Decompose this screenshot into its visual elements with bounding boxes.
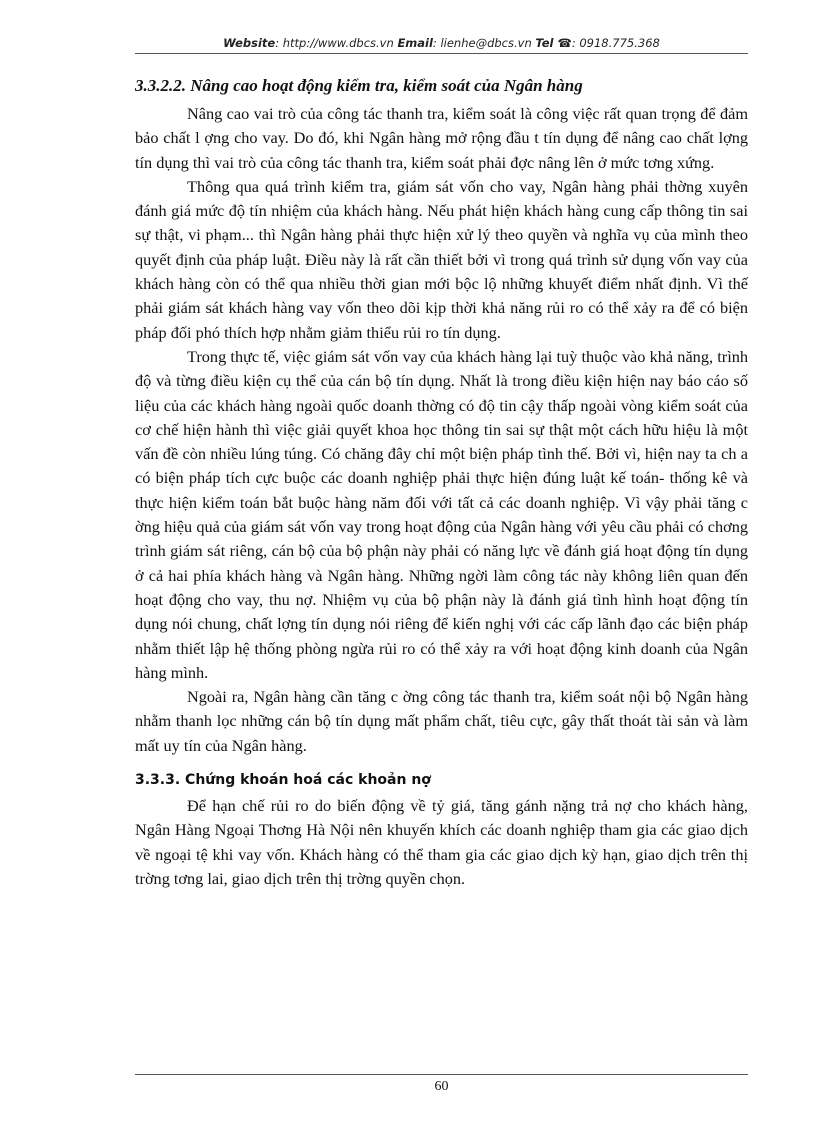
- paragraph: Thông qua quá trình kiểm tra, giám sát vốn cho vay, Ngân hàng phải thờng xuyên đánh giá mức độ tín nhiệm của khách hàng. Nếu phát hiện khách hàng cung cấp thông tin sai sự thật, vi phạm... thì Ngân hàng phải thực hiện xử lý theo quyền và nghĩa vụ của mình theo quyết định của pháp luật. Điều này là rất cần thiết bởi vì trong quá trình sử dụng vốn vay của khách hàng còn có thể qua nhiều thời gian mới bộc lộ những khuyết điểm nhất định. Vì thế phải giám sát khách hàng vay vốn theo dõi kịp thời khả năng rủi ro có thể xảy ra để có biện pháp đối phó thích hợp nhằm giảm thiểu rủi ro tín dụng.: [135, 176, 748, 342]
- website-label: Website: [223, 36, 276, 50]
- page-header: [135, 36, 748, 54]
- paragraph: Để hạn chế rủi ro do biến động về tỷ giá, tăng gánh nặng trả nợ cho khách hàng, Ngân Hàng Ngoại Thơng Hà Nội nên khuyến khích các doanh nghiệp tham gia các giao dịch về ngoại tệ khi vay vốn. Khách hàng có thể tham gia các giao dịch kỳ hạn, giao dịch trên thị trờng tơng lai, giao dịch trên thị trờng quyền chọn.: [135, 796, 748, 888]
- tel-value: : 0918.775.368: [571, 36, 660, 50]
- email-label: Email: [397, 36, 433, 50]
- page-content: [135, 72, 748, 891]
- paragraph: Ngoài ra, Ngân hàng cần tăng c ờng công tác thanh tra, kiểm soát nội bộ Ngân hàng nhằm thanh lọc những cán bộ tín dụng mất phẩm chất, tiêu cực, gây thất thoát tài sản và làm mất uy tín của Ngân hàng.: [135, 687, 748, 755]
- paragraph: Nâng cao vai trò của công tác thanh tra, kiểm soát là công việc rất quan trọng để đảm bảo chất l ợng cho vay. Do đó, khi Ngân hàng mở rộng đầu t tín dụng để nâng cao chất lợng tín dụng thì vai trò của công tác thanh tra, kiểm soát phải đợc nâng lên ở mức tơng xứng.: [135, 104, 748, 172]
- paragraph: Trong thực tế, việc giám sát vốn vay của khách hàng lại tuỳ thuộc vào khả năng, trình độ và từng điều kiện cụ thể của cán bộ tín dụng. Nhất là trong điều kiện hiện nay báo cáo số liệu của các khách hàng ngoài quốc doanh thờng có độ tin cậy thấp ngoài vòng kiểm soát của cơ chế hiện hành thì việc giải quyết khoa học thông tin sai sự thật một cách hữu hiệu là một vấn đề còn nhiều lúng túng. Có chăng đây chỉ một biện pháp tình thế. Bởi vì, hiện nay ta ch a có biện pháp tích cực buộc các doanh nghiệp phải thực hiện đúng luật kế toán- thống kê và thực hiện kiểm toán bắt buộc hàng năm đối với tất cả các doanh nghiệp. Vì vậy phải tăng c ờng hiệu quả của giám sát vốn vay trong hoạt động của Ngân hàng với yêu cầu phải có chơng trình giám sát riêng, cán bộ của bộ phận này phải có năng lực về đánh giá hoạt động tín dụng ở cả hai phía khách hàng và Ngân hàng. Những ngời làm công tác này không liên quan đến hoạt động cho vay, thu nợ. Nhiệm vụ của bộ phận này là đánh giá tình hình hoạt động tín dụng nói chung, chất lợng tín dụng nói riêng để kiến nghị với các cấp lãnh đạo các biện pháp nhằm thiết lập hệ thống phòng ngừa rủi ro có thể xảy ra với hoạt động kinh doanh của Ngân hàng mình.: [135, 346, 748, 682]
- section-heading-3-3-2-2: 3.3.2.2. Nâng cao hoạt động kiểm tra, kiểm soát của Ngân hàng: [135, 76, 583, 95]
- section-heading-3-3-3: 3.3.3. Chứng khoán hoá các khoản nợ: [135, 772, 431, 789]
- page-number: 60: [434, 1079, 449, 1094]
- tel-label: Tel ☎: [535, 36, 572, 50]
- page-footer: [135, 1074, 748, 1095]
- email-value: : lienhe@dbcs.vn: [432, 36, 532, 50]
- website-value: : http://www.dbcs.vn: [275, 36, 394, 50]
